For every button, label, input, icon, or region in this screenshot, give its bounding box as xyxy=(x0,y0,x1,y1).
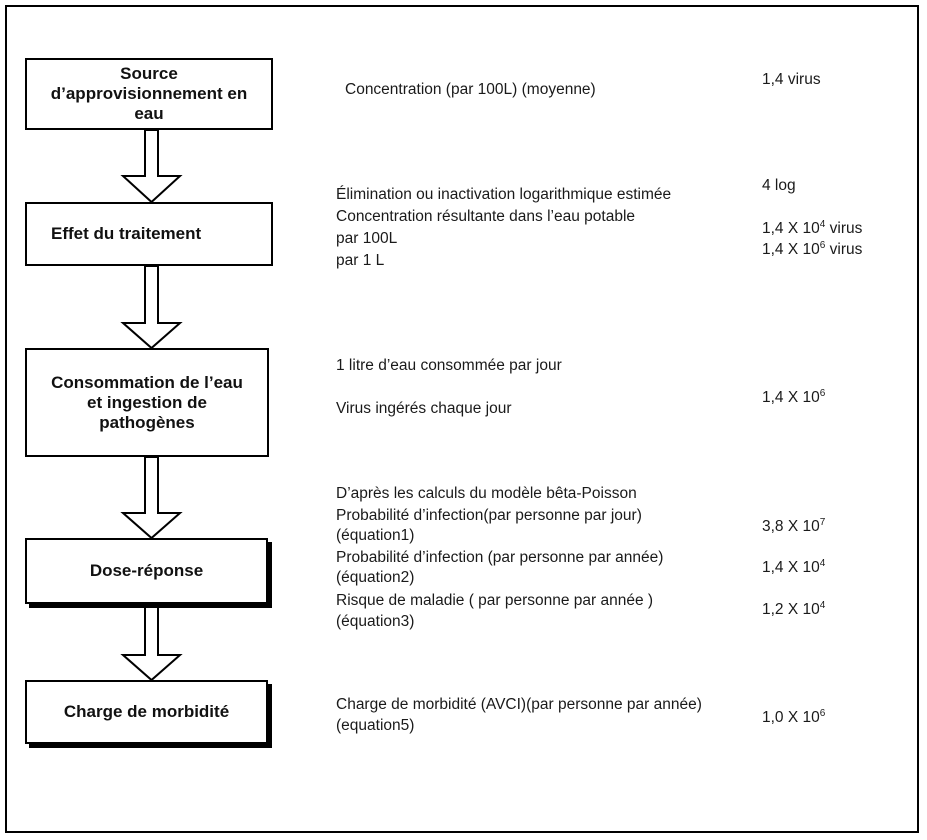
exponent: 4 xyxy=(819,218,826,230)
arrow-down-1 xyxy=(123,130,180,202)
treatment-per-1l-value: 1,4 X $10^6$ virus xyxy=(762,239,863,258)
source-concentration-value: 1,4 virus xyxy=(762,71,821,88)
exponent: 4 xyxy=(819,557,826,569)
burden-dalys-label: Charge de morbidité (AVCI)(par personne par année) xyxy=(336,696,702,713)
exponent: 6 xyxy=(819,239,826,251)
exponent: 6 xyxy=(819,707,826,719)
treatment-per-1l-label: par 1 L xyxy=(336,252,385,269)
treatment-per-100l-label: par 100L xyxy=(336,230,398,247)
step-source-box xyxy=(25,58,273,130)
dose-illness-risk-value: 1,2 X $10^4$ xyxy=(762,599,826,618)
source-concentration-label: Concentration (par 100L) (moyenne) xyxy=(345,81,596,98)
arrow-down-2 xyxy=(123,266,180,348)
treatment-log-removal-label: Élimination ou inactivation logarithmique estimée xyxy=(336,186,672,203)
dose-equation3-label: (équation3) xyxy=(336,613,415,630)
exponent: 4 xyxy=(819,599,826,611)
step-dose-box xyxy=(25,538,268,604)
exponent: 7 xyxy=(819,516,826,528)
consumption-virus-ingested-label: Virus ingérés chaque jour xyxy=(336,400,512,417)
exponent: 6 xyxy=(819,387,826,399)
step-consumption-label: Consommation de l’eau et ingestion de pathogènes xyxy=(51,372,243,432)
dose-infection-year-value: 1,4 X $10^4$ xyxy=(762,557,826,576)
consumption-daily-water-label: 1 litre d’eau consommée par jour xyxy=(336,357,562,374)
treatment-per-100l-value: 1,4 X $10^4$ virus xyxy=(762,218,863,237)
dose-model-label: D’après les calculs du modèle bêta-Poisson xyxy=(336,485,637,502)
treatment-resulting-concentration-label: Concentration résultante dans l’eau potable xyxy=(336,208,636,225)
consumption-virus-ingested-value: 1,4 X $10^6$ xyxy=(762,387,826,406)
arrow-down-3 xyxy=(123,457,180,538)
step-treatment-box xyxy=(25,202,273,266)
dose-equation1-label: (équation1) xyxy=(336,527,415,544)
burden-dalys-value: 1,0 X $10^6$ xyxy=(762,707,826,726)
arrow-down-4 xyxy=(123,604,180,680)
step-dose-label: Dose-réponse xyxy=(89,561,204,580)
dose-illness-risk-label: Risque de maladie ( par personne par année ) xyxy=(336,592,654,609)
step-treatment-label: Effet du traitement xyxy=(51,224,202,243)
burden-equation5-label: (equation5) xyxy=(336,717,415,734)
step-source-label: Source d’approvisionnement en eau xyxy=(50,64,248,123)
dose-infection-day-label: Probabilité d’infection(par personne par jour) xyxy=(336,507,642,524)
treatment-log-value: 4 log xyxy=(762,177,796,194)
dose-equation2-label: (équation2) xyxy=(336,569,415,586)
dose-infection-day-value: 3,8 X $10^7$ xyxy=(762,516,826,535)
step-burden-label: Charge de morbidité xyxy=(63,702,230,721)
step-consumption-box xyxy=(25,348,269,457)
dose-infection-year-label: Probabilité d’infection (par personne par année) xyxy=(336,549,664,566)
step-burden-box xyxy=(25,680,268,744)
